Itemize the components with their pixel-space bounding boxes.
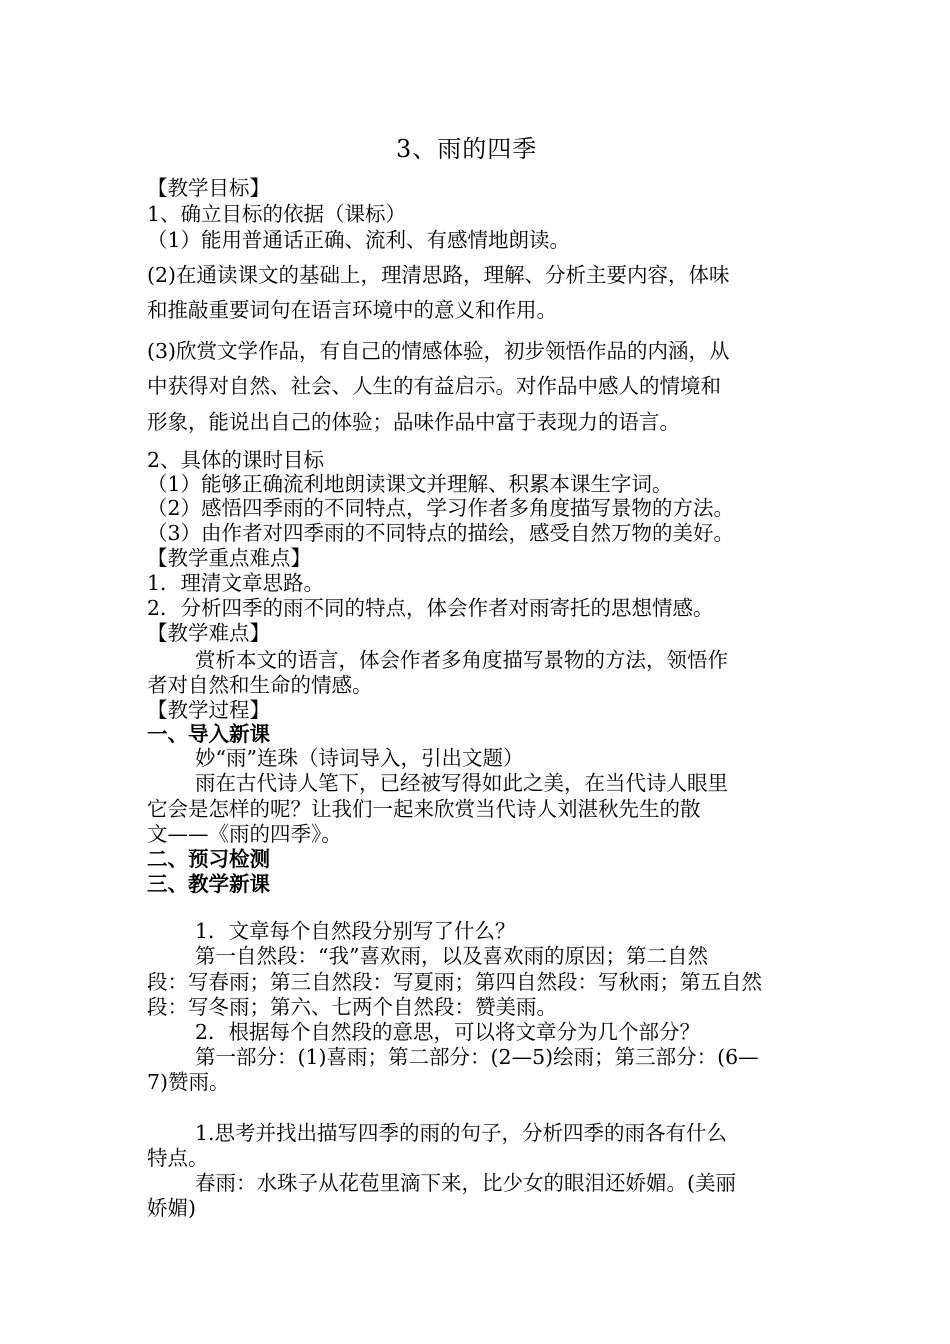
section-heading: 【教学难点】 [147,621,270,645]
paragraph-line: 春雨：水珠子从花苞里滴下来，比少女的眼泪还娇媚。(美丽 [195,1171,736,1195]
paragraph-line: （3）由作者对四季雨的不同特点的描绘，感受自然万物的美好。 [147,521,735,545]
paragraph-line: 第一自然段：“我”喜欢雨，以及喜欢雨的原因；第二自然 [195,944,708,968]
subsection-heading: 1、确立目标的依据（课标） [147,202,407,226]
paragraph-line: 2．分析四季的雨不同的特点，体会作者对雨寄托的思想情感。 [147,596,714,620]
section-heading: 【教学重点难点】 [147,546,311,570]
section-heading: 一、导入新课 [147,722,270,746]
paragraph-line: 它会是怎样的呢？让我们一起来欣赏当代诗人刘湛秋先生的散 [147,797,701,821]
paragraph-line: 段：写春雨；第三自然段：写夏雨；第四自然段：写秋雨；第五自然 [147,970,762,994]
paragraph-line: 中获得对自然、社会、人生的有益启示。对作品中感人的情境和 [147,374,721,398]
paragraph-line: 赏析本文的语言，体会作者多角度描写景物的方法，领悟作 [195,648,728,672]
paragraph-line: 1.思考并找出描写四季的雨的句子，分析四季的雨各有什么 [195,1121,728,1145]
document-title: 3、雨的四季 [396,135,538,163]
section-heading: 【教学过程】 [147,698,270,722]
section-heading: 三、教学新课 [147,872,270,896]
paragraph-line: 者对自然和生命的情感。 [147,673,373,697]
paragraph-line: 雨在古代诗人笔下，已经被写得如此之美，在当代诗人眼里 [195,771,728,795]
paragraph-line: (3)欣赏文学作品，有自己的情感体验，初步领悟作品的内涵，从 [147,339,730,363]
section-heading: 二、预习检测 [147,847,270,871]
paragraph-line: 特点。 [147,1146,209,1170]
paragraph-line: 和推敲重要词句在语言环境中的意义和作用。 [147,298,557,322]
paragraph-line: 段：写冬雨；第六、七两个自然段：赞美雨。 [147,995,557,1019]
paragraph-line: （1）能用普通话正确、流利、有感情地朗读。 [147,228,571,252]
section-heading: 【教学目标】 [147,176,270,200]
paragraph-line: 形象，能说出自己的体验；品味作品中富于表现力的语言。 [147,410,680,434]
paragraph-line: 文——《雨的四季》。 [147,822,342,846]
paragraph-line: 7)赞雨。 [147,1070,230,1094]
paragraph-line: 第一部分：(1)喜雨；第二部分：(2—5)绘雨；第三部分：(6— [195,1045,759,1069]
paragraph-line: 妙“雨”连珠（诗词导入，引出文题） [195,746,524,770]
paragraph-line: （1）能够正确流利地朗读课文并理解、积累本课生字词。 [147,472,673,496]
subsection-heading: 2、具体的课时目标 [147,448,325,472]
paragraph-line: 1．理清文章思路。 [147,571,325,595]
paragraph-line: 1．文章每个自然段分别写了什么？ [195,919,516,943]
paragraph-line: （2）感悟四季雨的不同特点，学习作者多角度描写景物的方法。 [147,496,735,520]
paragraph-line: 2．根据每个自然段的意思，可以将文章分为几个部分？ [195,1020,701,1044]
paragraph-line: (2)在通读课文的基础上，理清思路，理解、分析主要内容，体味 [147,263,730,287]
paragraph-line: 娇媚) [147,1196,196,1220]
